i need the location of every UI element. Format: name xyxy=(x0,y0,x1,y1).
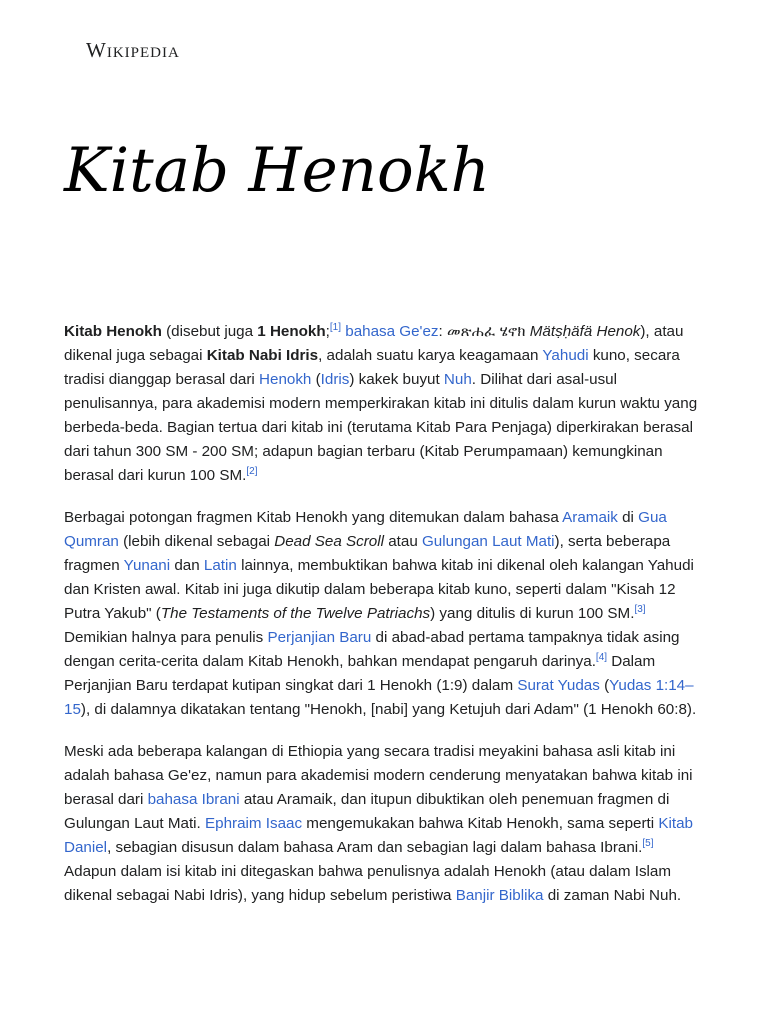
link-idris[interactable]: Idris xyxy=(320,371,350,388)
text: atau xyxy=(383,533,422,550)
citation-1-link[interactable]: [1] xyxy=(329,322,342,333)
text: Adapun dalam isi kitab ini ditegaskan bahwa penulisnya adalah Henokh (atau dalam Islam dikenal sebagai Nabi Idris), yang hidup sebelum peristiwa xyxy=(64,863,672,904)
text: di xyxy=(617,509,639,526)
text: ), serta beberapa fragmen xyxy=(64,533,671,574)
link-surat-yudas[interactable]: Surat Yudas xyxy=(517,677,600,694)
text: ( xyxy=(311,371,321,388)
link-bahasa-ibrani[interactable]: bahasa Ibrani xyxy=(147,791,240,808)
bold-text: Kitab Nabi Idris xyxy=(206,347,319,364)
link-banjir-biblika[interactable]: Banjir Biblika xyxy=(455,887,544,904)
text: ), di dalamnya dikatakan tentang "Henokh, [nabi] yang Ketujuh dari Adam" (1 Henokh 60:8). xyxy=(80,701,697,718)
paragraph-2 xyxy=(64,506,706,722)
link-perjanjian-baru[interactable]: Perjanjian Baru xyxy=(267,629,372,646)
text: atau Aramaik, dan itupun dibuktikan oleh penemuan fragmen di Gulungan Laut Mati. xyxy=(64,791,670,832)
text: kuno, secara tradisi dianggap berasal dari xyxy=(64,347,680,388)
link-gua-qumran[interactable]: Gua Qumran xyxy=(64,509,667,550)
article-body xyxy=(64,320,706,926)
text: ), atau dikenal juga sebagai xyxy=(64,323,684,364)
citation-4-link[interactable]: [4] xyxy=(595,652,608,663)
page-title: Kitab Henokh xyxy=(64,135,490,206)
link-nuh[interactable]: Nuh xyxy=(443,371,472,388)
link-yahudi[interactable]: Yahudi xyxy=(542,347,589,364)
text: ( xyxy=(599,677,610,694)
paragraph-3 xyxy=(64,740,706,908)
link-kitab-daniel[interactable]: Kitab Daniel xyxy=(64,815,693,856)
text: ) yang ditulis di kurun 100 SM. xyxy=(430,605,635,622)
link-ephraim-isaac[interactable]: Ephraim Isaac xyxy=(205,815,303,832)
text: , sebagian disusun dalam bahasa Aram dan sebagian lagi dalam bahasa Ibrani. xyxy=(107,839,643,856)
text: lainnya, membuktikan bahwa kitab ini dikenal oleh kalangan Yahudi dan Kristen awal. Kitab ini juga dikutip dalam beberapa kitab kuno, seperti dalam "Kisah 12 Putra Yakub" ( xyxy=(64,557,694,622)
bold-text: Kitab Henokh xyxy=(64,323,162,340)
text: di zaman Nabi Nuh. xyxy=(543,887,682,904)
text: Dalam Perjanjian Baru terdapat kutipan singkat dari 1 Henokh (1:9) dalam xyxy=(64,653,656,694)
text: ; xyxy=(325,323,330,340)
wikipedia-logo[interactable]: Wikipedia xyxy=(86,38,180,62)
citation-5-link[interactable]: [5] xyxy=(642,838,654,849)
link-gulungan-laut-mati[interactable]: Gulungan Laut Mati xyxy=(421,533,555,550)
text: , adalah suatu karya keagamaan xyxy=(318,347,543,364)
paragraph-1 xyxy=(64,320,706,488)
text: . Dilihat dari asal-usul penulisannya, para akademisi modern memperkirakan kitab ini ditulis dalam kurun waktu yang berbeda-beda. Bagian tertua dari kitab ini (terutama Kitab Para Penjaga) diperkirakan berasal dari tahun 300 SM - 200 SM; adapun bagian terbaru (Kitab Perumpamaan) kemungkinan berasal dari kurun 100 SM. xyxy=(64,371,698,484)
link-bahasa-geez[interactable]: bahasa Ge'ez xyxy=(345,323,439,340)
text: (disebut juga xyxy=(161,323,258,340)
link-aramaik[interactable]: Aramaik xyxy=(562,509,618,526)
bold-text: 1 Henokh xyxy=(257,323,326,340)
italic-text: Dead Sea Scroll xyxy=(274,533,384,550)
citation-2-link[interactable]: [2] xyxy=(246,466,258,477)
link-yunani[interactable]: Yunani xyxy=(123,557,171,574)
italic-text: Mätṣḥäfä Henok xyxy=(529,323,641,340)
text: di abad-abad pertama tampaknya tidak asing dengan cerita-cerita dalam Kitab Henokh, bahkan mendapat pengaruh darinya. xyxy=(64,629,680,670)
text: ) kakek buyut xyxy=(349,371,444,388)
text: Demikian halnya para penulis xyxy=(64,629,268,646)
citation-3-link[interactable]: [3] xyxy=(634,604,646,615)
link-latin[interactable]: Latin xyxy=(203,557,237,574)
text: : መጽሐፈ ሄኖክ xyxy=(438,323,530,340)
text: Berbagai potongan fragmen Kitab Henokh yang ditemukan dalam bahasa xyxy=(64,509,563,526)
link-yudas-1-14-15[interactable]: Yudas 1:14–15 xyxy=(64,677,694,718)
text: mengemukakan bahwa Kitab Henokh, sama seperti xyxy=(302,815,659,832)
text: (lebih dikenal sebagai xyxy=(118,533,275,550)
link-henokh[interactable]: Henokh xyxy=(259,371,312,388)
italic-text: The Testaments of the Twelve Patriachs xyxy=(160,605,431,622)
text: dan xyxy=(170,557,204,574)
text: Meski ada beberapa kalangan di Ethiopia yang secara tradisi meyakini bahasa asli kitab ini adalah bahasa Ge'ez, namun para akademisi modern cenderung menyatakan bahwa kitab ini berasal dari xyxy=(64,743,693,808)
